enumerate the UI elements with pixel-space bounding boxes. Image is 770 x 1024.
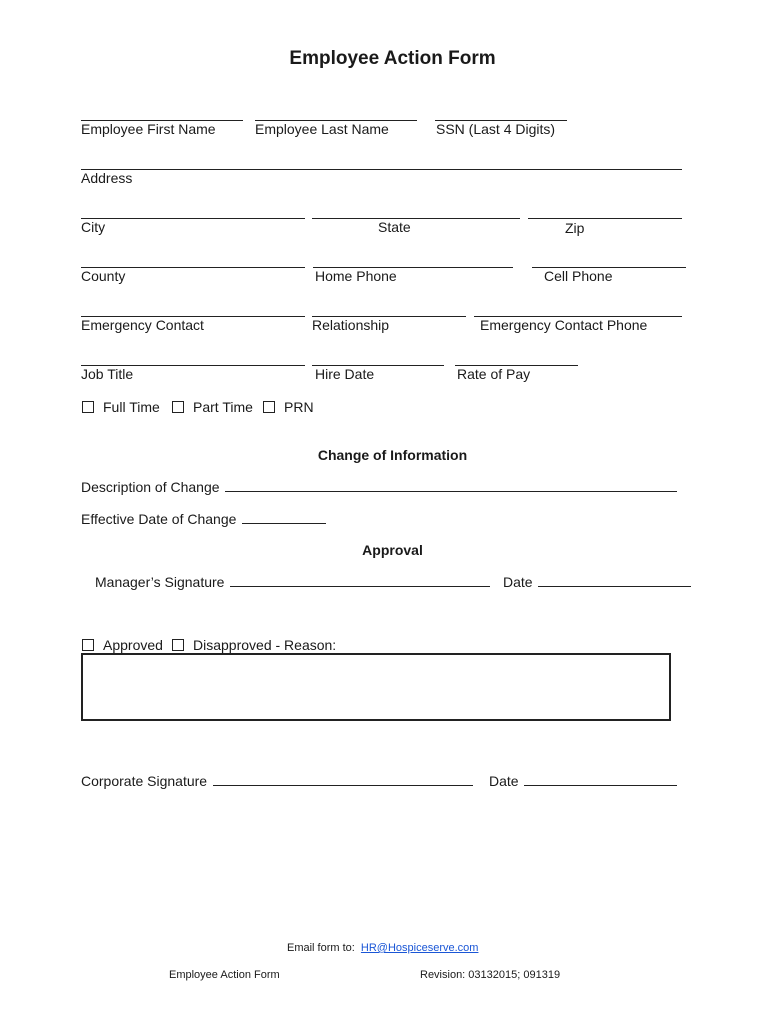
description-of-change-line[interactable] — [225, 491, 677, 492]
manager-signature-row — [95, 574, 490, 590]
part-time-checkbox[interactable] — [172, 401, 184, 413]
manager-signature-line[interactable] — [230, 586, 490, 587]
manager-signature-label: Manager’s Signature — [95, 574, 225, 590]
part-time-label: Part Time — [193, 399, 253, 415]
address-label: Address — [81, 170, 133, 186]
ssn-label: SSN (Last 4 Digits) — [436, 121, 556, 137]
first-name-label: Employee First Name — [81, 121, 216, 137]
corporate-signature-row — [81, 773, 473, 789]
manager-date-label: Date — [503, 574, 533, 590]
description-of-change-label: Description of Change — [81, 479, 220, 495]
approval-heading: Approval — [362, 542, 423, 558]
manager-date-row — [503, 574, 691, 590]
prn-checkbox[interactable] — [263, 401, 275, 413]
hr-email-link[interactable]: HR@Hospiceserve.com — [360, 942, 479, 954]
corporate-date-label: Date — [489, 773, 519, 789]
footer-form-name: Employee Action Form — [169, 969, 280, 981]
zip-label: Zip — [565, 220, 585, 236]
effective-date-line[interactable] — [242, 523, 326, 524]
change-of-information-heading: Change of Information — [317, 447, 468, 463]
state-line[interactable] — [312, 218, 520, 219]
description-of-change-row — [81, 479, 677, 495]
job-title-label: Job Title — [81, 366, 134, 382]
manager-date-line[interactable] — [538, 586, 691, 587]
page-title: Employee Action Form — [289, 48, 496, 69]
zip-line[interactable] — [528, 218, 682, 219]
approved-label: Approved — [103, 637, 163, 653]
footer-revision: Revision: 03132015; 091319 — [420, 969, 561, 981]
email-prefix: Email form to: — [287, 942, 355, 954]
corporate-signature-line[interactable] — [213, 785, 473, 786]
emergency-phone-label: Emergency Contact Phone — [480, 317, 648, 333]
effective-date-label: Effective Date of Change — [81, 511, 237, 527]
hire-date-label: Hire Date — [315, 366, 375, 382]
last-name-label: Employee Last Name — [255, 121, 389, 137]
emergency-contact-label: Emergency Contact — [81, 317, 204, 333]
state-label: State — [378, 219, 411, 235]
full-time-label: Full Time — [103, 399, 160, 415]
disapproved-label: Disapproved - Reason: — [193, 637, 337, 653]
disapproved-checkbox[interactable] — [172, 639, 184, 651]
city-label: City — [81, 219, 106, 235]
disapproval-reason-box[interactable] — [81, 653, 671, 721]
full-time-checkbox[interactable] — [82, 401, 94, 413]
address-line[interactable] — [81, 169, 682, 170]
rate-of-pay-label: Rate of Pay — [457, 366, 531, 382]
approved-checkbox[interactable] — [82, 639, 94, 651]
cell-phone-label: Cell Phone — [544, 268, 613, 284]
county-label: County — [81, 268, 126, 284]
prn-label: PRN — [284, 399, 314, 415]
city-line[interactable] — [81, 218, 305, 219]
corporate-date-row — [489, 773, 677, 789]
corporate-date-line[interactable] — [524, 785, 677, 786]
email-instruction — [287, 942, 478, 954]
corporate-signature-label: Corporate Signature — [81, 773, 208, 789]
home-phone-label: Home Phone — [315, 268, 397, 284]
effective-date-row — [81, 511, 326, 527]
relationship-label: Relationship — [312, 317, 390, 333]
